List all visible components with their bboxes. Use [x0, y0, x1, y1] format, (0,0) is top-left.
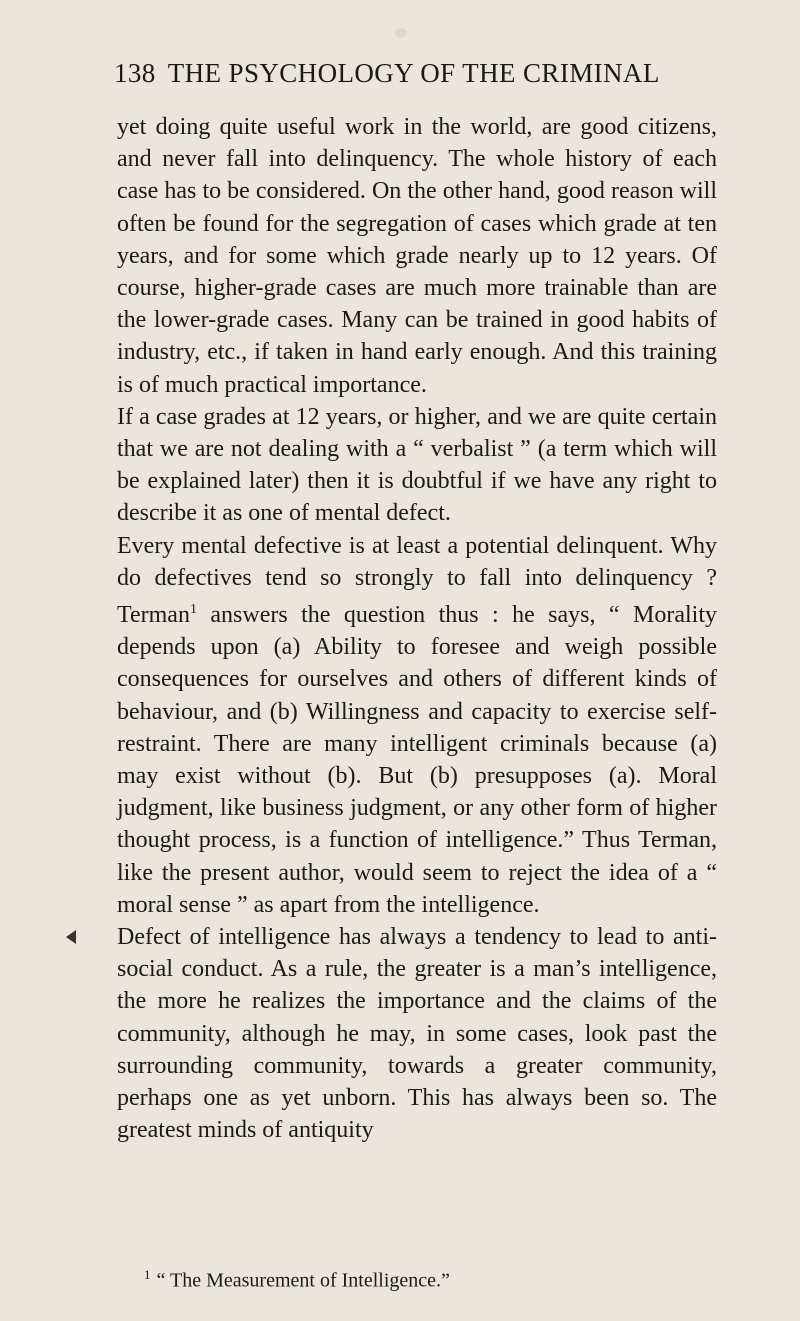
paragraph-2: If a case grades at 12 years, or higher, and we are quite certain that we are not dealing with a “ verbalist ” (a term which will be explained later) then it is doubtful if we have any right to describe it as one of mental defect. — [117, 403, 717, 527]
margin-arrow-icon — [66, 930, 76, 944]
page-number: 138 — [114, 58, 156, 88]
paragraph-1: yet doing quite useful work in the world, are good citizens, and never fall into delinquency. The whole history of each case has to be considered. On the other hand, good reason will often be found for the segregation of cases which grade at ten years, and for some which grade nearly up to 12 years. Of course, higher-grade cases are much more trainable than are the lower-grade cases. Many can be trained in good habits of industry, etc., if taken in hand early enough. And this training is of much practical importance. — [117, 114, 717, 398]
body-text — [117, 111, 717, 1147]
footnote-reference: 1 — [189, 602, 197, 618]
paragraph-3 — [117, 530, 717, 921]
paragraph-4: Defect of intelligence has always a tendency to lead to anti-social conduct. As a rule, the greater is a man’s intelligence, the more he realizes the importance and the claims of the community, although he may, in some cases, look past the surrounding community, towards a greater community, perhaps one as yet unborn. This has always been so. The greatest minds of antiquity — [117, 924, 717, 1144]
paragraph-3-start: Every mental defective is at least a potential delinquent. Why do defectives tend so strongly to fall into delinquency ? Terman — [117, 532, 717, 629]
footnote-text: “ The Measurement of Intelligence.” — [156, 1269, 450, 1292]
footnote — [144, 1262, 704, 1294]
footnote-marker: 1 — [144, 1267, 151, 1282]
paper-blemish — [395, 28, 407, 38]
paragraph-3-rest: answers the question thus : he says, “ Morality depends upon (a) Ability to foresee and weigh possible consequences for ourselves and others of different kinds of behaviour, and (b) Willingness and capacity to exercise self-restraint. There are many intelligent criminals because (a) may exist without (b). But (b) presupposes (a). Moral judgment, like business judgment, or any other form of higher thought process, is a function of intelligence.” Thus Terman, like the present author, would seem to reject the idea of a “ moral sense ” as apart from the intelligence. — [117, 602, 717, 918]
running-title: THE PSYCHOLOGY OF THE CRIMINAL — [167, 58, 660, 88]
running-head — [114, 58, 714, 89]
